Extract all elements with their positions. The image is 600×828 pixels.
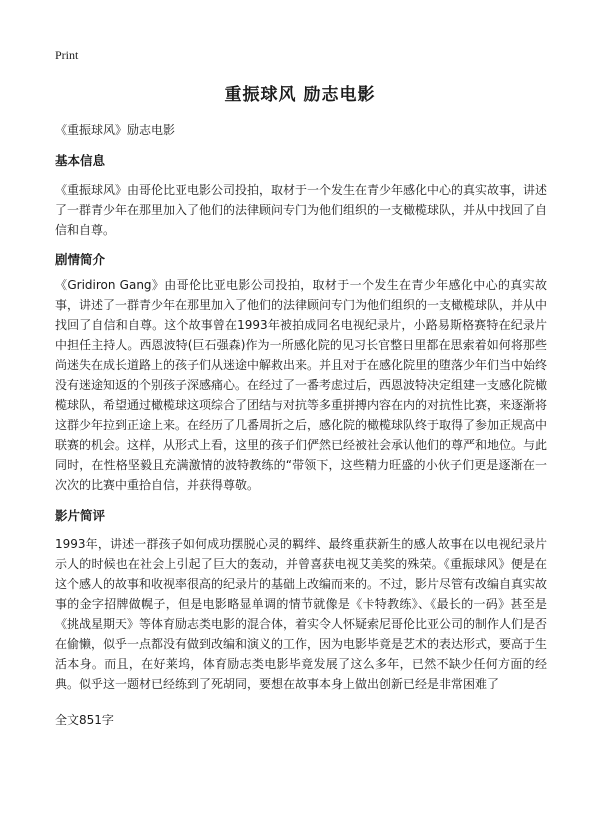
section-paragraph-basic-info: 《重振球风》由哥伦比亚电影公司投拍，取材于一个发生在青少年感化中心的真实故事，讲述了一群青少年在那里加入了他们的法律顾问专门为他们组织的一支橄榄球队，并从中找回了自信和自尊。 [55,183,548,237]
section-heading-basic-info: 基本信息 [55,153,106,168]
section-paragraph-synopsis: 《Gridiron Gang》由哥伦比亚电影公司投拍，取材于一个发生在青少年感化中心的真实故事，讲述了一群青少年在那里加入了他们的法律顾问专门为他们组织的一支橄榄球队，并从中找回了自信和自尊。这个故事曾在1993年被拍成同名电视纪录片，小路易斯格赛特在纪录片中担任主持人。西恩波特(巨石强森)作为一所感化院的见习长官整日里都在思索着如何将那些尚迷失在成长道路上的孩子们从迷途中解救出来。并且对于在感化院里的堕落少年们当中始终没有迷途知返的个别孩子深感痛心。在经过了一番考虑过后，西恩波特决定组建一支感化院橄榄球队，希望通过橄榄球这项综合了团结与对抗等多重拼搏内容在内的对抗性比赛，来逐渐将这群少年拉到正途上来。在经历了几番周折之后，感化院的橄榄球队终于取得了参加正规高中联赛的机会。这样，从形式上看，这里的孩子们俨然已经被社会承认他们的尊严和地位。与此同时，在性格坚毅且充满激情的波特教练的“带领下，这些精力旺盛的小伙子们更是逐渐在一次次的比赛中重拾自信，并获得尊敬。 [55,278,548,492]
word-count-footer: 全文851字 [55,713,114,727]
document-subtitle: 《重振球风》励志电影 [55,123,176,137]
page-title: 重振球风 励志电影 [224,85,376,105]
section-paragraph-review: 1993年，讲述一群孩子如何成功摆脱心灵的羁绊、最终重获新生的感人故事在以电视纪录片示人的时候也在社会上引起了巨大的轰动，并曾喜获电视艾美奖的殊荣。《重振球风》便是在这个感人的故事和收视率很高的纪录片的基础上改编而来的。不过，影片尽管有改编自真实故事的金字招牌做幌子，但是电影略显单调的情节就像是《卡特教练》、《最长的一码》甚至是《挑战星期天》等体育励志类电影的混合体，着实令人怀疑索尼哥伦比亚公司的制作人们是否在偷懒，似乎一点都没有做到改编和演义的工作，因为电影毕竟是艺术的表达形式，要高于生活本身。而且，在好莱坞，体育励志类电影毕竟发展了这么多年，已然不缺少任何方面的经典。似乎这一题材已经练到了死胡同，要想在故事本身上做出创新已经是非常困难了 [55,537,548,691]
section-heading-synopsis: 剧情简介 [55,252,106,267]
section-heading-review: 影片简评 [55,508,106,523]
print-label[interactable]: Print [55,48,79,62]
